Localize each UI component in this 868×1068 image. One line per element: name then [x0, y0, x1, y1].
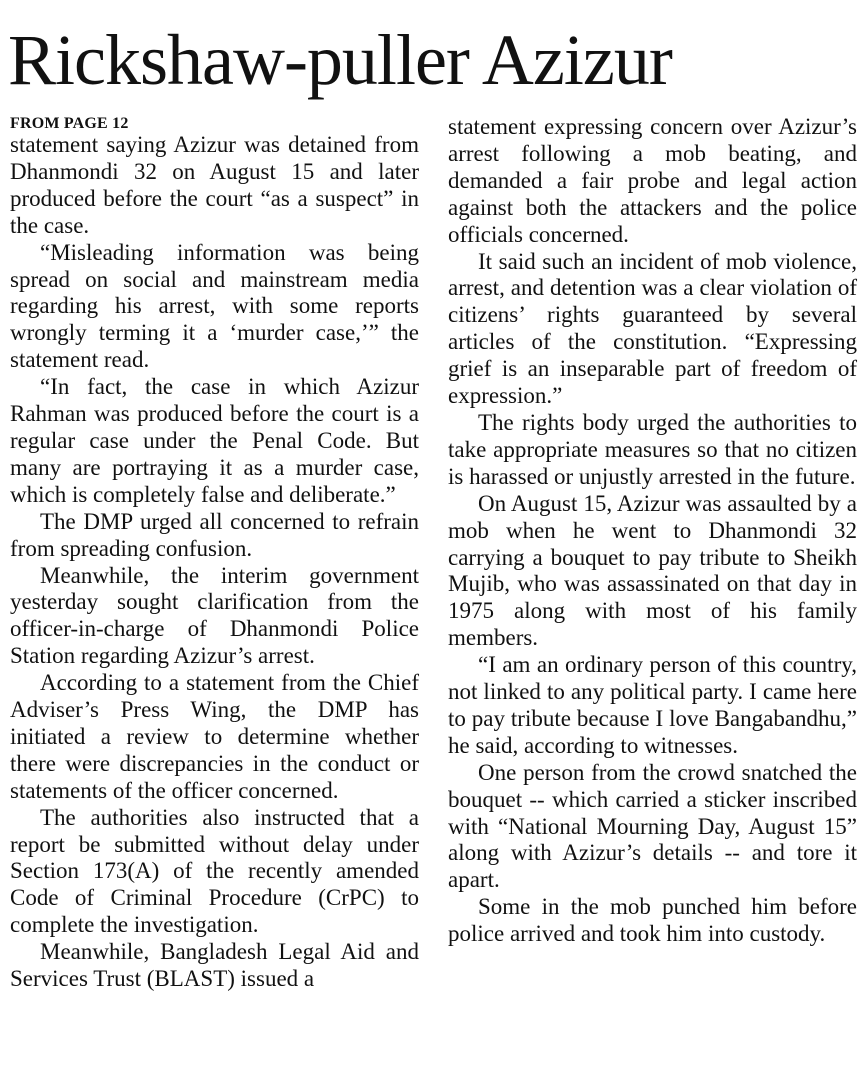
column-gutter [433, 118, 434, 1048]
paragraph: Some in the mob punched him before police arrived and took him into custody. [448, 894, 857, 947]
paragraph: Meanwhile, Bangladesh Legal Aid and Services Trust (BLAST) issued a [10, 939, 419, 992]
paragraph: One person from the crowd snatched the bouquet -- which carried a sticker inscribed with “National Mourning Day, August 15” along with Azizur’s details -- and tore it apart. [448, 759, 857, 893]
left-column [10, 114, 419, 993]
paragraph: Meanwhile, the interim government yesterday sought clarification from the officer-in-charge of Dhanmondi Police Station regarding Azizur’s arrest. [10, 562, 419, 669]
paragraph: According to a statement from the Chief Adviser’s Press Wing, the DMP has initiated a review to determine whether there were discrepancies in the conduct or statements of the officer concerned. [10, 670, 419, 803]
paragraph: The rights body urged the authorities to take appropriate measures so that no citizen is harassed or unjustly arrested in the future. [448, 409, 857, 489]
paragraph: statement expressing concern over Azizur’s arrest following a mob beating, and demanded a fair probe and legal action against both the attackers and the police officials concerned. [448, 114, 857, 247]
paragraph: It said such an incident of mob violence, arrest, and detention was a clear violation of citizens’ rights guaranteed by several articles of the constitution. “Expressing grief is an inseparable part of freedom of expression.” [448, 248, 857, 409]
paragraph: The DMP urged all concerned to refrain from spreading confusion. [10, 508, 419, 561]
paragraph: On August 15, Azizur was assaulted by a mob when he went to Dhanmondi 32 carrying a bouquet to pay tribute to Sheikh Mujib, who was assassinated on that day in 1975 along with most of his family members. [448, 490, 857, 651]
right-column [448, 114, 857, 948]
continuation-kicker: FROM PAGE 12 [10, 115, 129, 132]
paragraph: statement saying Azizur was detained from Dhanmondi 32 on August 15 and later produced before the court “as a suspect” in the case. [10, 132, 419, 238]
paragraph: “In fact, the case in which Azizur Rahman was produced before the court is a regular case under the Penal Code. But many are portraying it as a murder case, which is completely false and deliberate.” [10, 374, 419, 507]
paragraph: The authorities also instructed that a report be submitted without delay under Section 173(A) of the recently amended Code of Criminal Procedure (CrPC) to complete the investigation. [10, 804, 419, 938]
headline: Rickshaw-puller Azizur [8, 20, 672, 100]
paragraph: “Misleading information was being spread on social and mainstream media regarding his arrest, with some reports wrongly terming it a ‘murder case,’” the statement read. [10, 239, 419, 373]
paragraph: “I am an ordinary person of this country, not linked to any political party. I came here to pay tribute because I love Bangabandhu,” he said, according to witnesses. [448, 652, 857, 758]
